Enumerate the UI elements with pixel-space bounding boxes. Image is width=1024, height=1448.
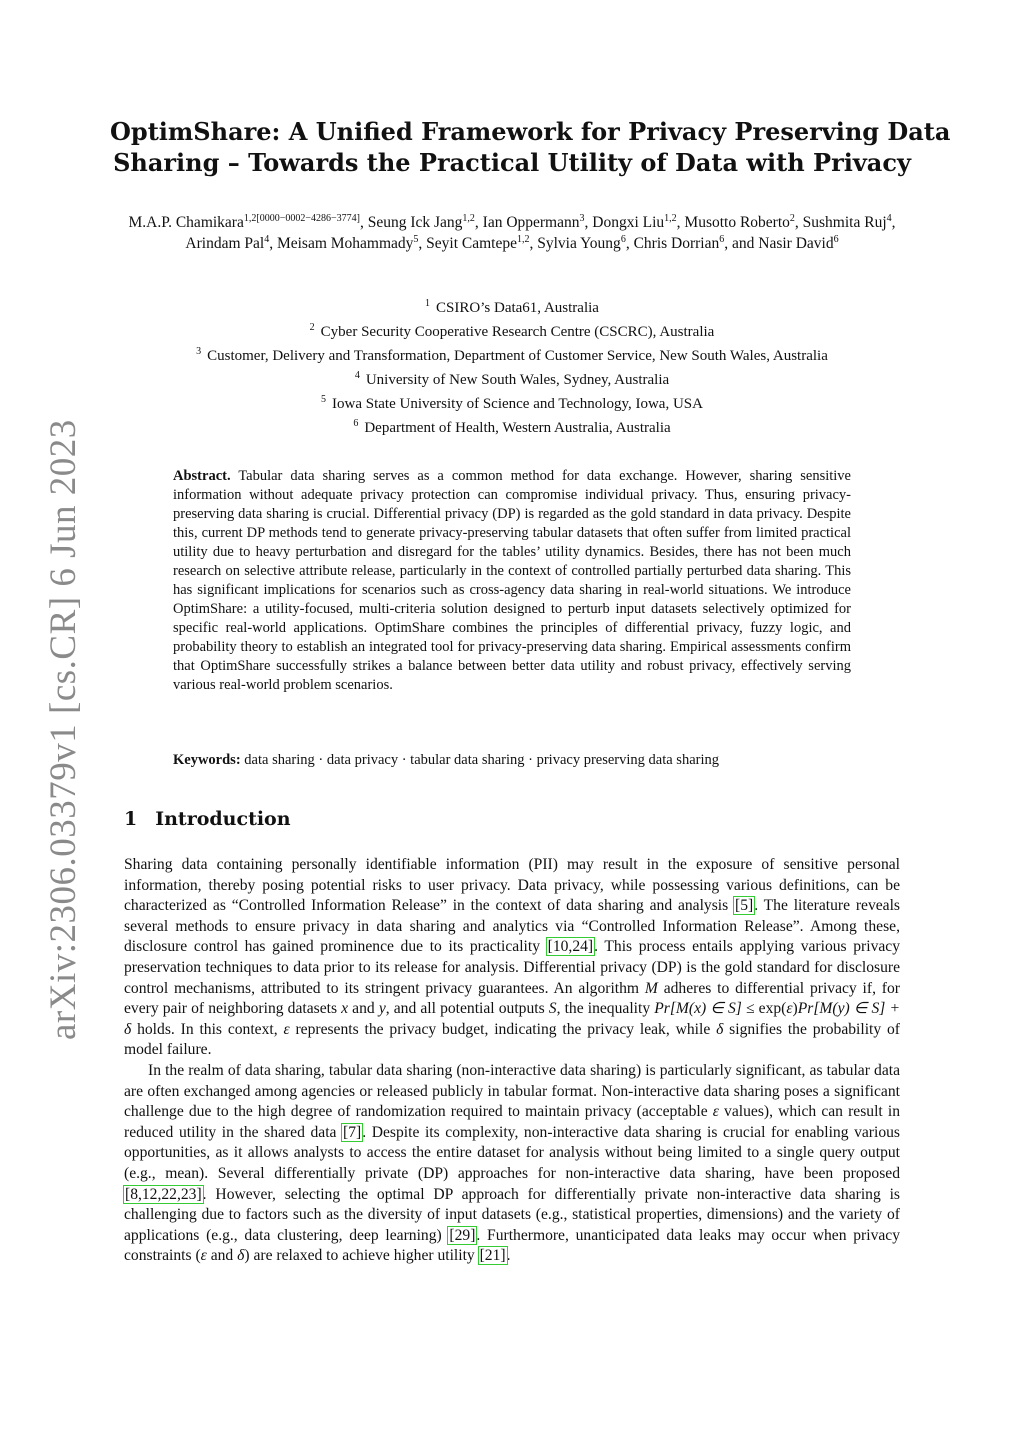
paper-title <box>110 116 951 178</box>
text-run: , the inequality <box>556 1000 655 1018</box>
author-name: Meisam Mohammady <box>276 235 414 252</box>
text-run: ) <box>792 1000 798 1018</box>
affiliation-text: Iowa State University of Science and Technology, Iowa, USA <box>332 396 703 412</box>
affiliation-text: Cyber Security Cooperative Research Centre (CSCRC), Australia <box>320 324 715 340</box>
author-name: Ian Oppermann <box>482 214 580 231</box>
author <box>592 214 676 231</box>
author-affiliation-marker: 6 <box>620 233 626 245</box>
citation-link[interactable]: [5] <box>735 897 754 915</box>
author <box>537 235 626 252</box>
affiliation <box>110 414 914 438</box>
affiliation-list <box>110 294 914 438</box>
citation-link[interactable]: [8,12,22,23] <box>125 1185 202 1203</box>
author-name: Seung Ick Jang <box>367 214 463 231</box>
text-run: exp( <box>754 1000 787 1018</box>
text-run: . The literature reveals several methods to ensure privacy in data sharing and analytics via “Controlled Information Release”. Among these, disclosure control has gained prominence due to its practicality <box>124 897 900 956</box>
section-title: Introduction <box>155 808 291 830</box>
text-run: and <box>348 1000 379 1018</box>
section-number: 1 <box>124 808 138 830</box>
affiliation-number: 5 <box>321 394 327 405</box>
author <box>277 235 418 252</box>
author-affiliation-marker: 6 <box>833 233 839 245</box>
text-run: . Despite its complexity, non-interactive data sharing is crucial for enabling various opportunities, as it allows analysts to access the entire dataset for analysis without being limited to a single query output (e.g., mean). Several differentially private (DP) approaches for non-interactive data sharing, have been proposed <box>124 1123 900 1182</box>
author-affiliation-marker: 5 <box>413 233 419 245</box>
affiliation-text: Customer, Delivery and Transformation, Department of Customer Service, New South Wales, Australia <box>207 348 828 364</box>
keywords-label: Keywords: <box>173 752 241 768</box>
affiliation <box>110 294 914 318</box>
math-expression: ε <box>786 1000 793 1018</box>
author <box>128 214 359 231</box>
text-run: and <box>206 1247 238 1265</box>
paragraph <box>124 855 900 1061</box>
math-expression: δ <box>237 1247 245 1265</box>
text-run: holds. In this context, <box>131 1020 284 1038</box>
citation-link[interactable]: [21] <box>479 1247 506 1265</box>
author <box>684 214 795 231</box>
text-run: ) are relaxed to achieve higher utility <box>244 1247 479 1265</box>
math-expression: ε <box>712 1103 719 1121</box>
title-line-2: Sharing – Towards the Practical Utility of Data with Privacy <box>113 148 911 177</box>
affiliation <box>110 390 914 414</box>
author-affiliation-marker: 2 <box>789 212 795 224</box>
author-name: Nasir David <box>758 235 834 252</box>
text-run: In the realm of data sharing, tabular data sharing (non-interactive data sharing) is particularly significant, as tabular data are often exchanged among agencies or released publicly in tabular format. Non-interactive data sharing poses a significant challenge due to the high degree of randomization required to maintain privacy (acceptable <box>124 1061 900 1121</box>
abstract-label: Abstract. <box>173 468 231 484</box>
author-affiliation-marker: 3 <box>579 212 585 224</box>
citation-link[interactable]: [7] <box>343 1123 362 1141</box>
text-run: signifies the probability of model failure. <box>124 1020 901 1059</box>
abstract <box>173 467 851 695</box>
author-affiliation-marker: 4 <box>886 212 892 224</box>
body-text <box>124 855 900 1267</box>
text-run: Sharing data containing personally identifiable information (PII) may result in the exposure of sensitive personal information, thereby posing potential risks to user privacy. Data privacy, while possessing various definitions, can be characterized as “Controlled Information Release” in the context of data sharing and analysis <box>124 856 900 915</box>
author-affiliation-marker: 1,2[0000−0002−4286−3774] <box>243 212 360 224</box>
affiliation <box>110 318 914 342</box>
affiliation-number: 4 <box>354 370 360 381</box>
text-run: values), which can result in reduced utility in the shared data <box>124 1103 900 1141</box>
author-name: Musotto Roberto <box>684 214 790 231</box>
affiliation-number: 6 <box>353 418 359 429</box>
affiliation-text: University of New South Wales, Sydney, Australia <box>365 372 670 388</box>
text-run: . This process entails applying various privacy preservation techniques to data prior to its release for analysis. Differential privacy (DP) is the gold standard for disclosure control mechanisms, attributed to its stringent privacy guarantees. An algorithm <box>124 938 901 997</box>
author <box>185 235 269 252</box>
text-run: . However, selecting the optimal DP approach for differentially private non-interactive data sharing is challenging due to factors such as the diversity of input datasets (e.g., statistical properties, dimensions) and the variety of applications (e.g., data clustering, deep learning) <box>124 1185 900 1244</box>
math-expression: δ <box>716 1020 724 1038</box>
affiliation-number: 1 <box>425 298 431 309</box>
math-expression: ε <box>283 1020 290 1038</box>
text-run: , and all potential outputs <box>385 1000 549 1018</box>
math-expression: y <box>378 1000 386 1018</box>
author <box>483 214 585 231</box>
text-run: . Furthermore, unanticipated data leaks may occur when privacy constraints ( <box>124 1226 901 1265</box>
section-heading <box>124 808 291 830</box>
affiliation <box>110 366 914 390</box>
abstract-text: Tabular data sharing serves as a common method for data exchange. However, sharing sensitive information without adequate privacy protection can compromise individual privacy. Thus, ensuring privacy-preserving data sharing is crucial. Differential privacy (DP) is regarded as the gold standard in data privacy. Despite this, current DP methods tend to generate privacy-preserving tabular datasets that often suffer from limited practical utility due to heavy perturbation and disregard for the tables’ utility dynamics. Besides, there has not been much research on selective attribute release, particularly in the context of controlled partially perturbed data sharing. This has significant implications for scenarios such as cross-agency data sharing in real-world situations. We introduce OptimShare: a utility-focused, multi-criteria solution designed to perturb input datasets selectively optimized for specific real-world applications. OptimShare combines the principles of differential privacy, fuzzy logic, and probability theory to establish an integrated tool for privacy-preserving data sharing. Empirical assessments confirm that OptimShare successfully strikes a balance between better data utility and robust privacy, effectively serving various real-world problem scenarios. <box>173 468 851 693</box>
author-name: Seyit Camtepe <box>426 235 517 252</box>
author-name: M.A.P. Chamikara <box>128 214 244 231</box>
text-run: adheres to differential privacy if, for every pair of neighboring datasets <box>124 979 900 1018</box>
author <box>368 214 475 231</box>
citation-link[interactable]: [29] <box>449 1226 476 1244</box>
author <box>803 214 892 231</box>
math-expression: S <box>548 1000 557 1018</box>
affiliation-number: 3 <box>196 346 202 357</box>
affiliation-number: 2 <box>309 322 315 333</box>
keywords <box>173 751 851 770</box>
math-expression: ε <box>200 1247 207 1265</box>
author <box>758 235 838 252</box>
paragraph <box>124 1061 900 1267</box>
author-name: Sylvia Young <box>537 235 621 252</box>
text-run: . <box>506 1247 511 1265</box>
author-affiliation-marker: 1,2 <box>517 233 530 245</box>
math-expression: Pr[M(y) ∈ S] + δ <box>124 1000 900 1038</box>
author-name: Chris Dorrian <box>633 235 720 252</box>
author-name: Sushmita Ruj <box>802 214 887 231</box>
author-affiliation-marker: 4 <box>264 233 270 245</box>
math-expression: x <box>341 1000 349 1018</box>
author-name: Arindam Pal <box>185 235 265 252</box>
text-run: represents the privacy budget, indicating the privacy leak, while <box>289 1020 717 1038</box>
keywords-text: data sharing · data privacy · tabular data sharing · privacy preserving data sharing <box>244 752 719 768</box>
affiliation-text: CSIRO’s Data61, Australia <box>436 300 599 316</box>
author <box>426 235 529 252</box>
author-name: Dongxi Liu <box>592 214 665 231</box>
author-list: M.A.P. Chamikara$^{1,2[0000-0002-4286-3774]}$, Seung Ick Jang$^{1,2}$, Ian Oppermann$^3$, Dongxi Liu$^{1,2}$, Musotto Roberto$^2$, Sushmita Ruj$^4$, Arindam Pal$^4$, Meisam Mohammady$^5$, Seyit Camtepe$^{1,2}$, Sylvia Young$^6$, Chris Dorrian$^6$, and Nasir David$^6$ <box>128 212 896 252</box>
affiliation <box>110 342 914 366</box>
author-affiliation-marker: 6 <box>719 233 725 245</box>
arxiv-watermark: arXiv:2306.03379v1 [cs.CR] 6 Jun 2023 <box>43 419 84 1040</box>
title-line-1: OptimShare: A Unified Framework for Privacy Preserving Data <box>110 117 951 146</box>
author-affiliation-marker: 1,2 <box>664 212 677 224</box>
affiliation-text: Department of Health, Western Australia, Australia <box>364 420 671 436</box>
citation-link[interactable]: [10,24] <box>547 938 594 956</box>
author <box>634 235 725 252</box>
math-expression: M <box>644 979 658 997</box>
author-affiliation-marker: 1,2 <box>462 212 475 224</box>
math-expression: Pr[M(x) ∈ S] ≤ <box>654 1000 755 1018</box>
